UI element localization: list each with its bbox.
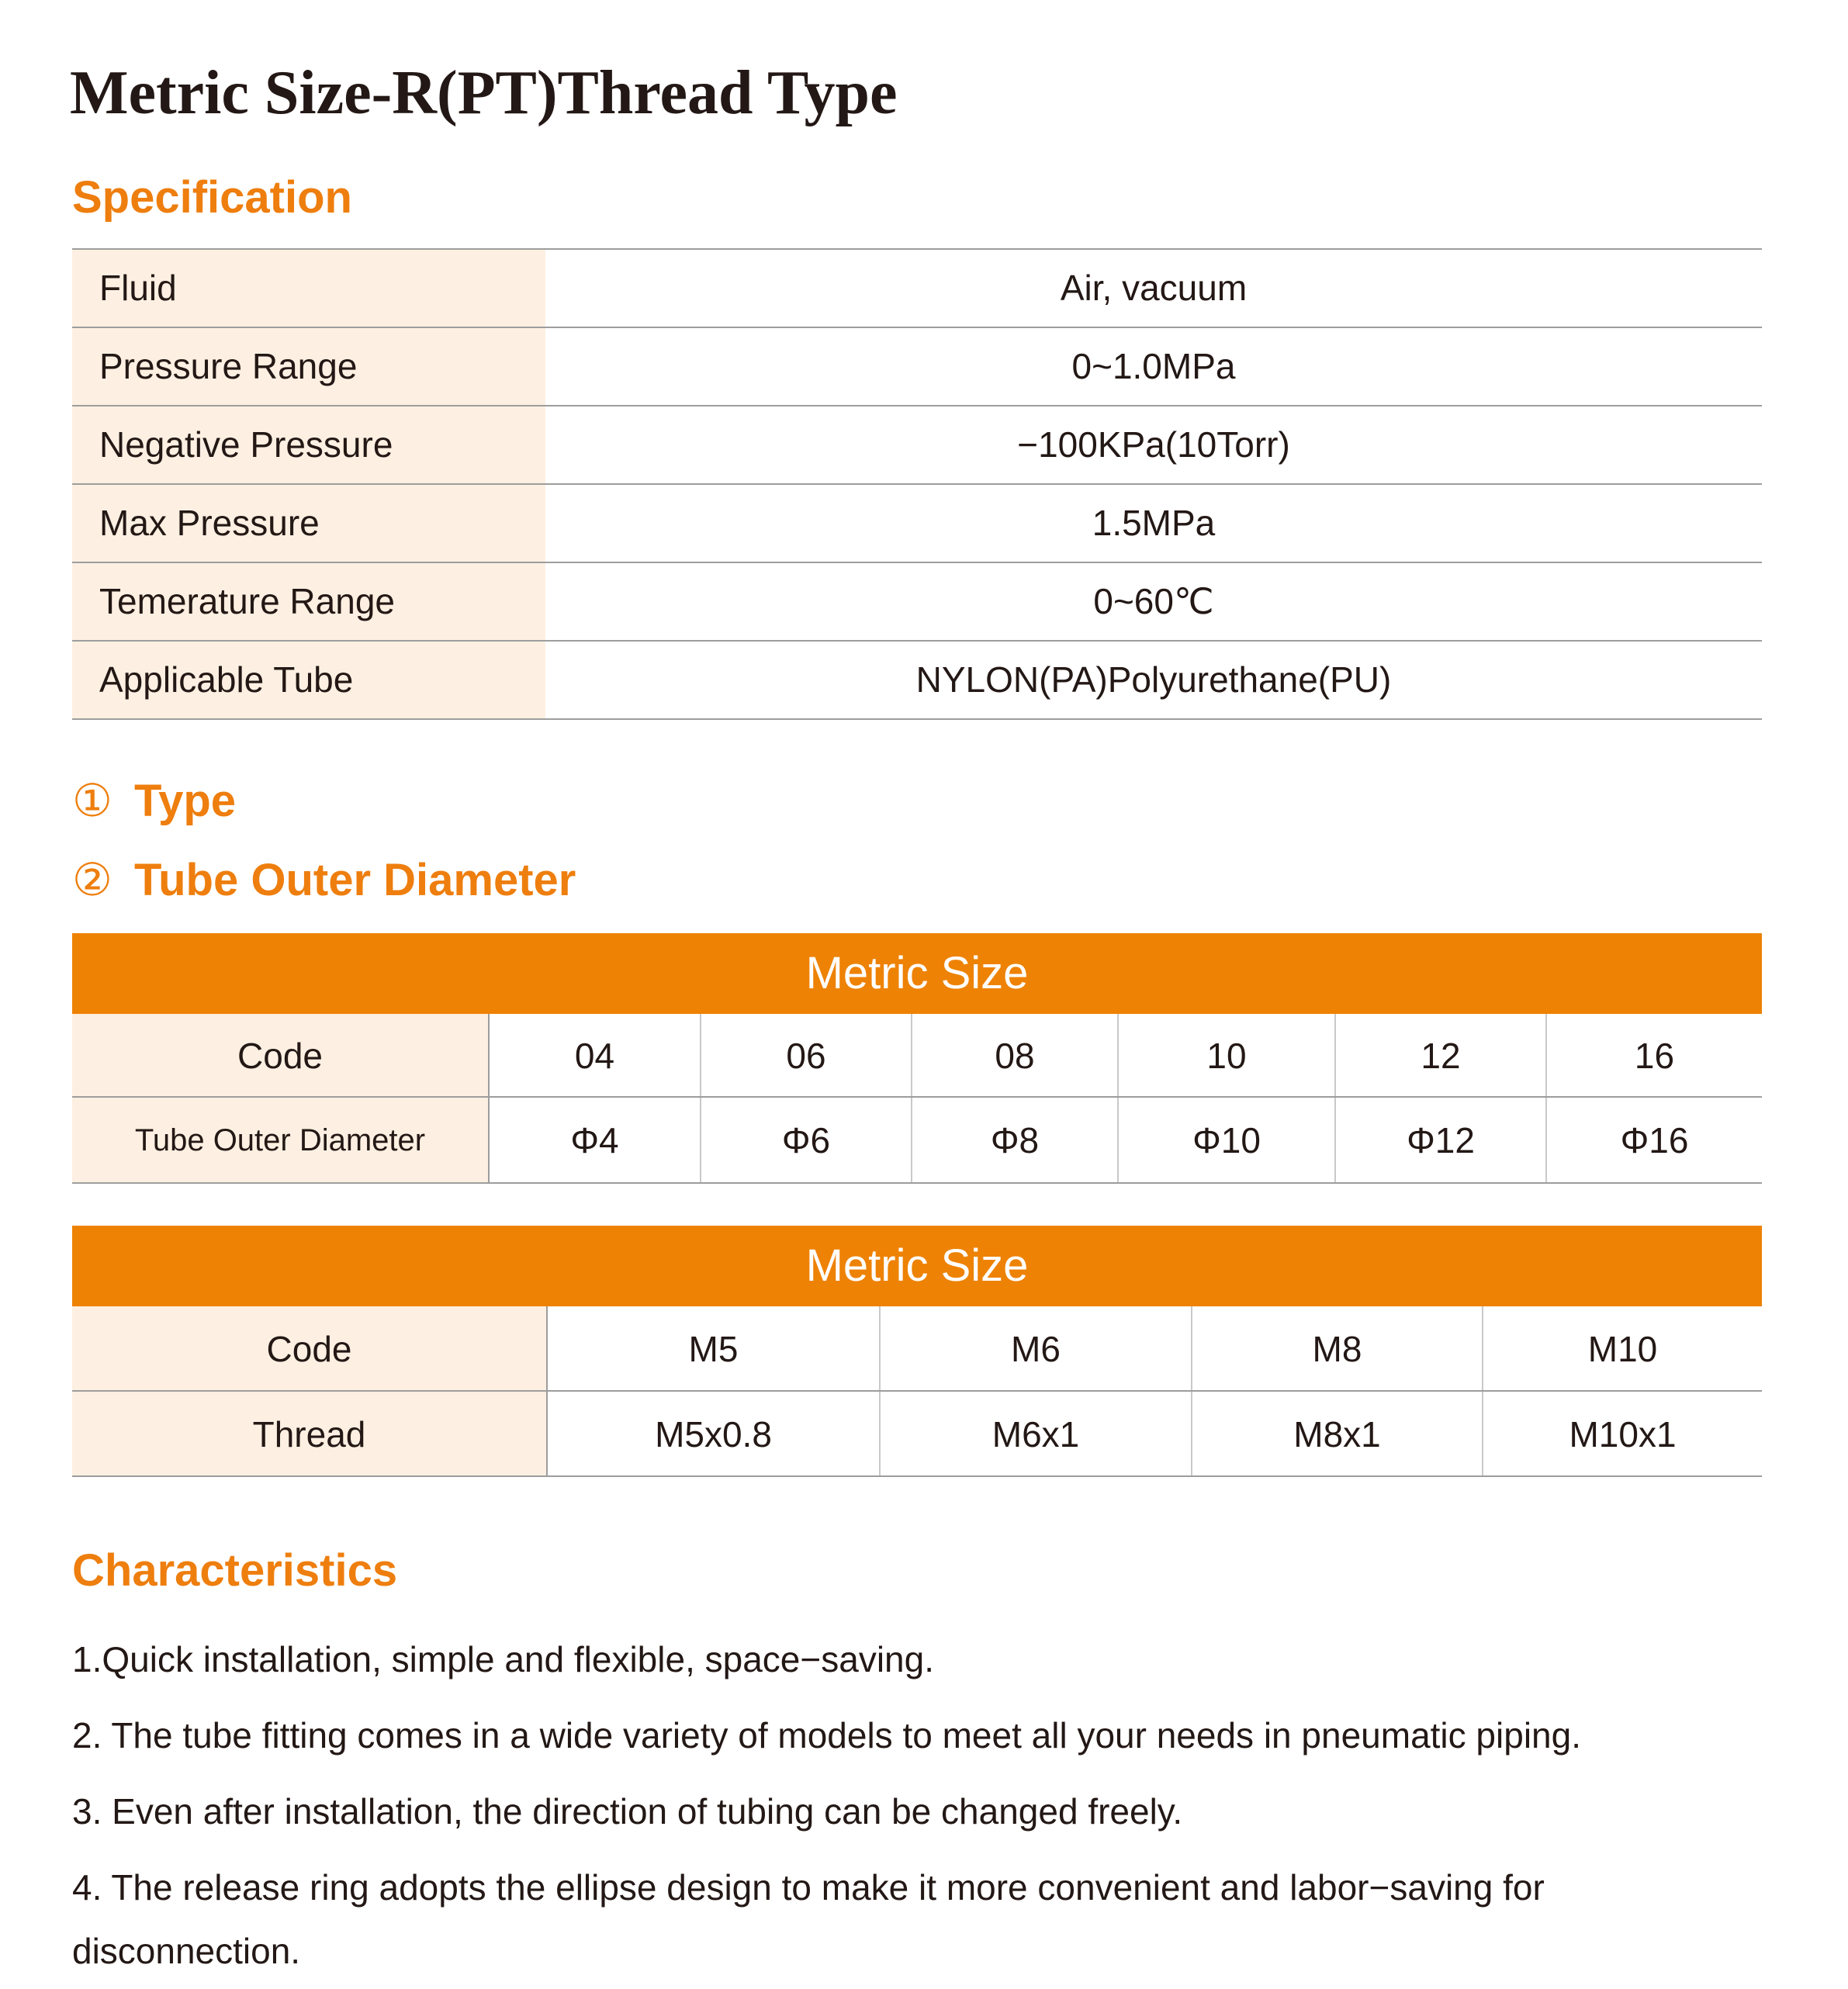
list-item: 3. Even after installation, the direction of tubing can be changed freely. [72,1791,1183,1832]
table-cell: M6x1 [881,1392,1192,1475]
thread-row [72,1392,1762,1477]
specification-table [72,248,1762,720]
spec-label: Pressure Range [72,328,545,405]
table-cell: 06 [701,1014,912,1096]
spec-row-max-pressure [72,485,1762,563]
table-cell: 08 [912,1014,1119,1096]
table-cell: Φ4 [490,1098,701,1182]
table-cell: 12 [1336,1014,1547,1096]
row-label: Thread [72,1392,548,1475]
circled-one-marker: ① [72,776,112,826]
page-title: Metric Size-R(PT)Thread Type [70,59,898,127]
spec-label: Temerature Range [72,563,545,640]
row-label: Code [72,1014,490,1096]
list-item: 4. The release ring adopts the ellipse design to make it more convenient and labor−saving for disconnection. [72,1867,1545,1971]
table-cell: Φ12 [1336,1098,1547,1182]
table-cell: Φ16 [1620,1120,1689,1161]
outer-diameter-row [72,1098,1762,1184]
table-cell: 04 [490,1014,701,1096]
spec-label: Fluid [72,250,545,327]
characteristics-list [72,1621,1762,1983]
spec-row-fluid [72,250,1762,328]
spec-value: 0~1.0MPa [1071,346,1236,386]
tube-diameter-heading [72,853,576,908]
table-header: Metric Size [72,933,1762,1014]
spec-row-applicable-tube [72,642,1762,720]
table-cell: 10 [1119,1014,1336,1096]
specification-heading: Specification [72,172,352,223]
table-cell: Φ6 [701,1098,912,1182]
table-cell: Φ10 [1119,1098,1336,1182]
table-header: Metric Size [72,1226,1762,1306]
thread-size-table [72,1226,1762,1477]
spec-row-temperature-range [72,563,1762,642]
table-cell: Φ8 [912,1098,1119,1182]
code-row [72,1306,1762,1392]
spec-label: Max Pressure [72,485,545,562]
spec-label: Negative Pressure [72,406,545,483]
table-cell: M5x0.8 [548,1392,881,1475]
table-cell: 16 [1634,1036,1675,1076]
spec-row-negative-pressure [72,406,1762,485]
table-cell: M5 [548,1306,881,1390]
circled-two-marker: ② [72,855,112,905]
row-label: Tube Outer Diameter [72,1098,490,1182]
table-cell: M10x1 [1569,1414,1677,1455]
table-cell: M8 [1192,1306,1483,1390]
tube-size-table [72,933,1762,1184]
row-label: Code [72,1306,548,1390]
tube-diameter-heading-text: Tube Outer Diameter [134,855,576,905]
spec-value: NYLON(PA)Polyurethane(PU) [915,659,1392,700]
spec-value: 0~60℃ [1093,581,1214,621]
spec-value: 1.5MPa [1092,503,1216,543]
characteristics-heading: Characteristics [72,1545,398,1596]
table-cell: M10 [1587,1329,1658,1369]
table-cell: M6 [881,1306,1192,1390]
type-heading [72,774,236,828]
spec-label: Applicable Tube [72,642,545,718]
list-item: 2. The tube fitting comes in a wide variety of models to meet all your needs in pneumatic piping. [72,1715,1581,1756]
table-cell: M8x1 [1192,1392,1483,1475]
code-row [72,1014,1762,1098]
spec-value: Air, vacuum [1060,268,1248,308]
list-item: 1.Quick installation, simple and flexible, space−saving. [72,1639,934,1679]
spec-row-pressure-range [72,328,1762,406]
spec-value: −100KPa(10Torr) [1017,424,1290,465]
type-heading-text: Type [134,776,237,826]
